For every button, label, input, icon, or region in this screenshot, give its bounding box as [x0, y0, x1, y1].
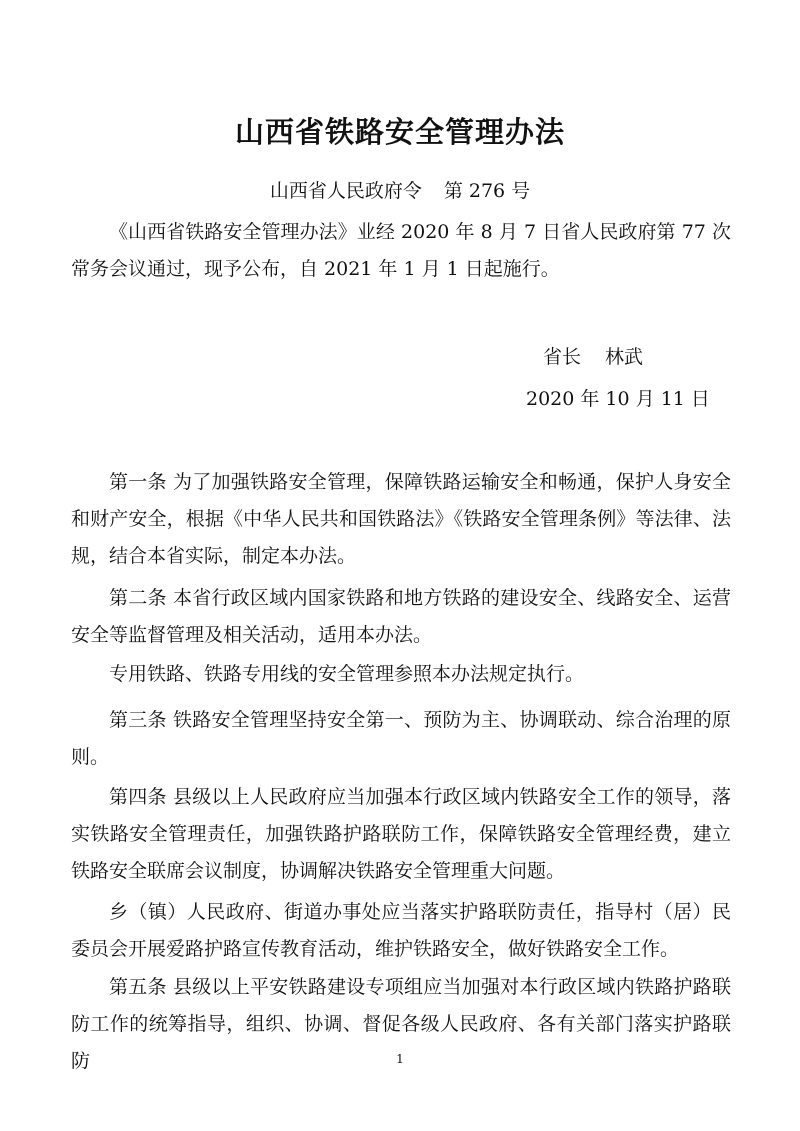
decree-line: [0, 176, 800, 203]
document-title: 山西省铁路安全管理办法: [234, 115, 565, 149]
signature-line: [543, 342, 643, 369]
article-paragraph: 第五条 县级以上平安铁路建设专项组应当加强对本行政区域内铁路护路联防工作的统筹指导，组织、协调、督促各级人民政府、各有关部门落实护路联防: [71, 976, 731, 1072]
page-number: 1: [396, 1052, 404, 1066]
article-paragraph: 专用铁路、铁路专用线的安全管理参照本办法规定执行。: [109, 663, 585, 685]
decree-number: 第 276 号: [443, 180, 531, 202]
article-paragraph: 乡（镇）人民政府、街道办事处应当落实护路联防责任，指导村（居）民委员会开展爱路护路宣传教育活动，维护铁路安全，做好铁路安全工作。: [71, 901, 731, 960]
article-paragraph: 第四条 县级以上人民政府应当加强本行政区域内铁路安全工作的领导，落实铁路安全管理责任，加强铁路护路联防工作，保障铁路安全管理经费，建立铁路安全联席会议制度，协调解决铁路安全管理重大问题。: [71, 786, 731, 882]
article-paragraph: 第三条 铁路安全管理坚持安全第一、预防为主、协调联动、综合治理的原则。: [71, 709, 731, 768]
article-paragraph: 第二条 本省行政区域内国家铁路和地方铁路的建设安全、线路安全、运营安全等监督管理及相关活动，适用本办法。: [71, 587, 731, 646]
decree-issuer: 山西省人民政府令: [269, 180, 422, 202]
signature-role: 省长: [543, 346, 582, 368]
signature-date: 2020 年 10 月 11 日: [526, 388, 710, 410]
article-paragraph: 第一条 为了加强铁路安全管理，保障铁路运输安全和畅通，保护人身安全和财产安全，根据《中华人民共和国铁路法》《铁路安全管理条例》等法律、法规，结合本省实际，制定本办法。: [71, 471, 731, 567]
preamble-paragraph: 《山西省铁路安全管理办法》业经 2020 年 8 月 7 日省人民政府第 77 次常务会议通过，现予公布，自 2021 年 1 月 1 日起施行。: [71, 221, 731, 280]
signature-name: 林武: [605, 346, 644, 368]
